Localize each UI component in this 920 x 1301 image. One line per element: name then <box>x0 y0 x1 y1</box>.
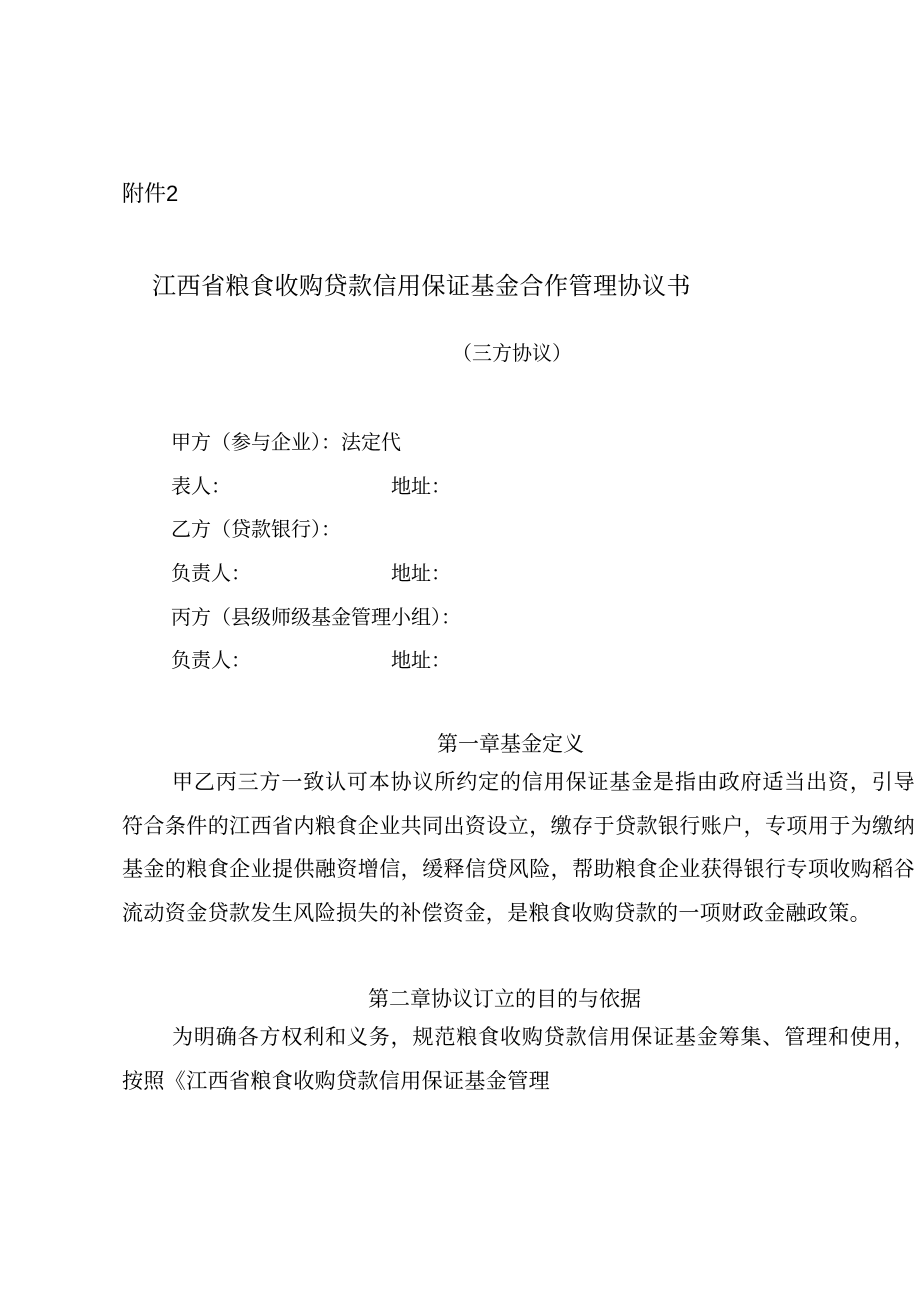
party-a-line <box>171 428 401 456</box>
agreement-title: 江西省粮食收购贷款信用保证基金合作管理协议书 <box>152 272 691 300</box>
party-c-head-line <box>171 646 451 674</box>
chapter-1-heading: 第一章基金定义 <box>437 732 584 756</box>
party-b-label: 乙方（贷款银行）： <box>171 517 341 541</box>
chapter-2-body: 为明确各方权利和义务，规范粮食收购贷款信用保证基金筹集、管理和使用，按照《江西省粮食收购贷款信用保证基金管理 <box>122 1025 915 1093</box>
party-a-address-label: 地址： <box>391 474 451 498</box>
party-c-label: 丙方（县级师级基金管理小组）： <box>171 605 461 629</box>
party-b-head-label: 负责人： <box>171 561 251 585</box>
party-c-address-label: 地址： <box>391 648 451 672</box>
party-a-rep-line <box>171 472 451 500</box>
party-a-rep-label: 表人： <box>171 474 231 498</box>
party-b-address-label: 地址： <box>391 561 451 585</box>
party-c-head-label: 负责人： <box>171 648 251 672</box>
party-b-line <box>171 515 341 543</box>
party-b-head-line <box>171 559 451 587</box>
agreement-subtitle: （三方协议） <box>452 341 572 365</box>
attachment-label: 附件2 <box>122 181 179 206</box>
party-a-label: 甲方（参与企业）：法定代 <box>171 430 401 454</box>
chapter-1-body: 甲乙丙三方一致认可本协议所约定的信用保证基金是指由政府适当出资，引导符合条件的江西省内粮食企业共同出资设立，缴存于贷款银行账户，专项用于为缴纳基金的粮食企业提供融资增信，缓释信贷风险，帮助粮食企业获得银行专项收购稻谷流动资金贷款发生风险损失的补偿资金，是粮食收购贷款的一项财政金融政策。 <box>122 770 915 925</box>
party-c-line <box>171 603 461 631</box>
chapter-2-heading: 第二章协议订立的目的与依据 <box>368 987 641 1011</box>
